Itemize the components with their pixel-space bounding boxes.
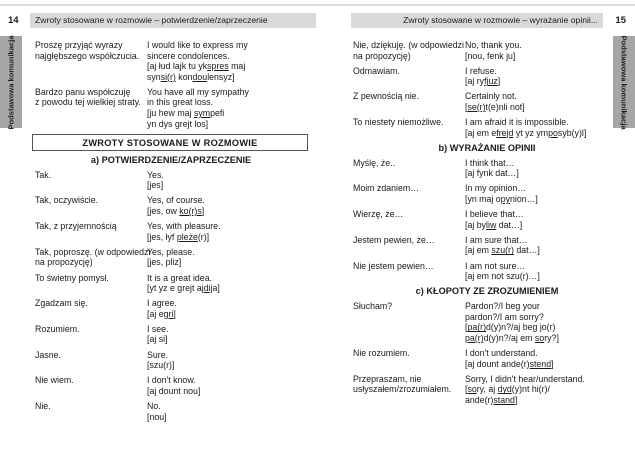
phrase-english-line: pardon?/I am sorry? <box>465 311 544 322</box>
phrase-polish-line: To świetny pomysł. <box>35 272 109 283</box>
phrase-polish-line: Odmawiam. <box>353 65 400 76</box>
phrase-polish <box>35 350 147 371</box>
page-right <box>318 0 635 455</box>
phrase-row <box>35 221 307 242</box>
phrase-row <box>353 66 621 87</box>
phrase-english <box>465 374 621 406</box>
phrase-row <box>353 374 621 406</box>
page-number-right: 15 <box>615 15 626 26</box>
phrase-pronunciation-line: [sory, aj dyd(y)nt hi(r)/ <box>465 384 550 395</box>
phrase-english <box>465 40 621 61</box>
phrase-polish-line: najgłębszego współczucia. <box>35 50 140 61</box>
page-number-left: 14 <box>8 15 19 26</box>
phrase-polish <box>353 66 465 87</box>
phrase-polish-line: Nie, dziękuję. (w odpowiedzi <box>353 40 464 50</box>
phrase-polish-line: Słucham? <box>353 301 393 312</box>
phrase-polish <box>353 301 465 343</box>
phrase-pronunciation-line: [aj si] <box>147 334 168 345</box>
phrase-pronunciation-line: [yn maj opynion…] <box>465 194 538 205</box>
phrase-polish-line: Nie. <box>35 400 51 411</box>
phrase-polish-line: Nie rozumiem. <box>353 348 410 359</box>
phrase-pronunciation-line: [aj egri] <box>147 308 176 319</box>
phrase-english-line: Yes, with pleasure. <box>147 221 221 232</box>
phrase-polish <box>35 246 151 268</box>
phrase-pronunciation-line: [aj ryfjuz] <box>465 76 501 87</box>
phrase-pronunciation-line: [se(r)t(e)nli not] <box>465 101 525 112</box>
phrase-pronunciation-line: ande(r)stand] <box>465 394 518 405</box>
section-tab-label: Podstawowa komunikacja <box>619 34 629 130</box>
phrase-polish <box>35 401 147 422</box>
phrase-pronunciation-line: synsi(r) kondoulensyz] <box>147 71 235 82</box>
phrase-polish <box>353 117 465 138</box>
phrase-english <box>465 91 621 112</box>
phrase-row <box>35 324 307 345</box>
phrase-row <box>35 170 307 191</box>
phrase-row <box>35 350 307 371</box>
phrase-polish <box>35 87 147 129</box>
phrase-polish-line: Tak, oczywiście. <box>35 195 99 206</box>
phrase-english-line: No, thank you. <box>465 40 522 50</box>
phrase-english <box>147 221 307 242</box>
phrase-row <box>35 401 307 422</box>
phrase-row <box>353 183 621 204</box>
phrase-row <box>353 158 621 179</box>
phrase-polish-line: Jestem pewien, że… <box>353 234 435 245</box>
phrase-pronunciation-line: [aj em szu(r) dat…] <box>465 245 540 256</box>
phrase-row <box>353 117 621 138</box>
phrase-english <box>147 87 307 129</box>
phrase-polish <box>353 158 465 179</box>
phrase-pronunciation-line: [yt yz e grejt ajdija] <box>147 283 220 294</box>
phrase-row <box>35 87 307 129</box>
subsection-heading: a) POTWIERDZENIE/ZAPRZECZENIE <box>90 154 252 165</box>
phrase-polish-line: Jasne. <box>35 349 61 360</box>
phrase-english <box>465 117 621 138</box>
phrase-row <box>353 91 621 112</box>
subsection-heading: c) KŁOPOTY ZE ZROZUMIENIEM <box>415 286 559 297</box>
phrase-english-line: Pardon?/I beg your <box>465 301 540 312</box>
phrase-english <box>465 183 621 204</box>
phrase-polish-line: z powodu tej wielkiej straty. <box>35 97 141 108</box>
phrase-english <box>147 247 307 268</box>
phrase-pronunciation-line: [aj łud lajk tu ykspres maj <box>147 61 246 72</box>
phrase-english <box>147 324 307 345</box>
phrase-row <box>35 247 307 268</box>
phrase-polish-line: Rozumiem. <box>35 323 80 334</box>
running-header-left: Zwroty stosowane w rozmowie – potwierdzenie/zaprzeczenie <box>30 13 316 28</box>
phrase-english-line: Sorry, I didn't hear/understand. <box>465 373 585 384</box>
phrase-english <box>147 170 307 191</box>
subsection-heading: b) WYRAŻANIE OPINII <box>438 142 536 153</box>
phrase-english <box>147 298 307 319</box>
page-left-content <box>35 40 307 427</box>
phrase-polish <box>35 273 147 294</box>
phrase-english <box>465 158 621 179</box>
phrase-english <box>465 301 621 343</box>
phrase-english <box>147 273 307 294</box>
section-tab-label: Podstawowa komunikacja <box>6 34 16 130</box>
phrase-polish <box>353 348 465 369</box>
phrase-english-line: In my opinion… <box>465 183 527 194</box>
phrase-polish <box>353 40 465 61</box>
phrase-row <box>353 209 621 230</box>
phrase-english-line: Certainly not. <box>465 91 517 102</box>
page-right-content <box>353 40 621 410</box>
phrase-pronunciation-line: [pa(r)d(y)n?/aj beg jo(r) <box>465 322 556 333</box>
phrase-polish-line: na propozycję) <box>353 50 411 61</box>
phrase-polish <box>35 221 147 242</box>
phrase-polish-line: Nie jestem pewien… <box>353 260 434 271</box>
phrase-english-line: I see. <box>147 323 169 334</box>
phrase-english-line: You have all my sympathy <box>147 86 249 97</box>
phrase-pronunciation-line: [aj em not szu(r)…] <box>465 271 540 282</box>
phrase-row <box>35 375 307 396</box>
phrase-english-line: No. <box>147 400 161 411</box>
phrase-row <box>35 40 307 82</box>
phrase-polish-line: Wierzę, że… <box>353 209 404 220</box>
phrase-pronunciation-line: [jes, pliz] <box>147 257 182 268</box>
phrase-row <box>35 298 307 319</box>
phrase-english-line: I am not sure… <box>465 260 526 271</box>
phrase-polish <box>35 40 147 82</box>
phrase-english-line: I refuse. <box>465 65 497 76</box>
phrase-pronunciation-line: [szu(r)] <box>147 360 175 371</box>
phrase-english-line: I am sure that… <box>465 234 528 245</box>
phrase-english-line: Yes, please. <box>147 246 195 257</box>
phrase-polish <box>353 235 465 256</box>
phrase-pronunciation-line: [aj dount ande(r)stend] <box>465 358 554 369</box>
phrase-pronunciation-line: [nou] <box>147 411 167 422</box>
phrase-pronunciation-line: [jes] <box>147 180 164 191</box>
phrase-english <box>465 235 621 256</box>
phrase-english <box>147 401 307 422</box>
phrase-polish-line: Bardzo panu współczuję <box>35 86 131 97</box>
phrase-english-line: I would like to express my <box>147 40 248 50</box>
phrase-english-line: I believe that… <box>465 209 524 220</box>
phrase-pronunciation-line: [nou, fenk ju] <box>465 50 516 61</box>
phrase-pronunciation-line: pa(r)d(y)n?/aj em sory?] <box>465 332 559 343</box>
phrase-polish-line: na propozycję) <box>35 257 93 268</box>
phrase-polish <box>35 375 147 396</box>
phrase-english <box>465 66 621 87</box>
phrase-pronunciation-line: yn dys grejt los] <box>147 118 209 129</box>
phrase-polish-line: usłyszałem/zrozumiałem. <box>353 384 452 395</box>
phrase-polish <box>353 209 465 230</box>
phrase-english-line: in this great loss. <box>147 97 214 108</box>
phrase-polish-line: Z pewnością nie. <box>353 91 420 102</box>
phrase-polish-line: Tak. <box>35 169 52 180</box>
phrase-english <box>147 195 307 216</box>
phrase-english <box>465 209 621 230</box>
phrase-polish-line: Nie wiem. <box>35 375 74 386</box>
phrase-english <box>465 261 621 282</box>
phrase-pronunciation-line: [jes, łyf pleże(r)] <box>147 231 210 242</box>
phrase-polish <box>35 298 147 319</box>
phrase-row <box>353 40 621 61</box>
chapter-heading-box: ZWROTY STOSOWANE W ROZMOWIE <box>32 134 308 151</box>
phrase-row <box>35 273 307 294</box>
phrase-polish-line: Myślę, że.. <box>353 157 396 168</box>
phrase-english-line: I don't know. <box>147 375 196 386</box>
phrase-pronunciation-line: [aj dount nou] <box>147 385 201 396</box>
phrase-english <box>147 375 307 396</box>
phrase-polish <box>353 261 465 282</box>
phrase-row <box>353 348 621 369</box>
phrase-row <box>353 235 621 256</box>
phrase-polish-line: Zgadzam się. <box>35 298 88 309</box>
phrase-english <box>465 348 621 369</box>
phrase-row <box>35 195 307 216</box>
phrase-polish-line: Tak, z przyjemnością <box>35 221 117 232</box>
phrase-english-line: It is a great idea. <box>147 272 213 283</box>
phrase-english-line: I don't understand. <box>465 348 538 359</box>
phrase-english-line: Yes, of course. <box>147 195 205 206</box>
phrase-pronunciation-line: [aj byliw dat…] <box>465 219 523 230</box>
phrase-pronunciation-line: [jes, ow ko(r)s] <box>147 206 205 217</box>
phrase-polish-line: Proszę przyjąć wyrazy <box>35 40 123 50</box>
phrase-polish-line: Moim zdaniem… <box>353 183 419 194</box>
phrase-english-line: Yes. <box>147 169 164 180</box>
running-header-right: Zwroty stosowane w rozmowie – wyrażanie opinii... <box>351 13 603 28</box>
phrase-polish <box>353 91 465 112</box>
phrase-polish-line: Przepraszam, nie <box>353 373 422 384</box>
phrase-polish <box>35 324 147 345</box>
phrase-polish <box>353 183 465 204</box>
phrase-english <box>147 350 307 371</box>
phrase-english <box>147 40 307 82</box>
phrase-english-line: I am afraid it is impossible. <box>465 117 569 128</box>
phrase-english-line: I think that… <box>465 157 515 168</box>
phrase-english-line: sincere condolences. <box>147 50 230 61</box>
phrase-polish <box>35 170 147 191</box>
phrase-polish-line: Tak, poproszę. (w odpowiedzi <box>35 246 151 257</box>
phrase-english-line: I agree. <box>147 298 177 309</box>
phrase-pronunciation-line: [ju hew maj sympefi <box>147 108 225 119</box>
phrase-polish <box>353 374 465 406</box>
phrase-polish-line: To niestety niemożliwe. <box>353 117 444 128</box>
phrase-english-line: Sure. <box>147 349 169 360</box>
phrase-polish <box>35 195 147 216</box>
phrase-pronunciation-line: [aj em efrejd yt yz ymposyb(y)l] <box>465 127 587 138</box>
phrase-pronunciation-line: [aj fynk dat…] <box>465 168 519 179</box>
phrase-row <box>353 301 621 343</box>
phrase-row <box>353 261 621 282</box>
